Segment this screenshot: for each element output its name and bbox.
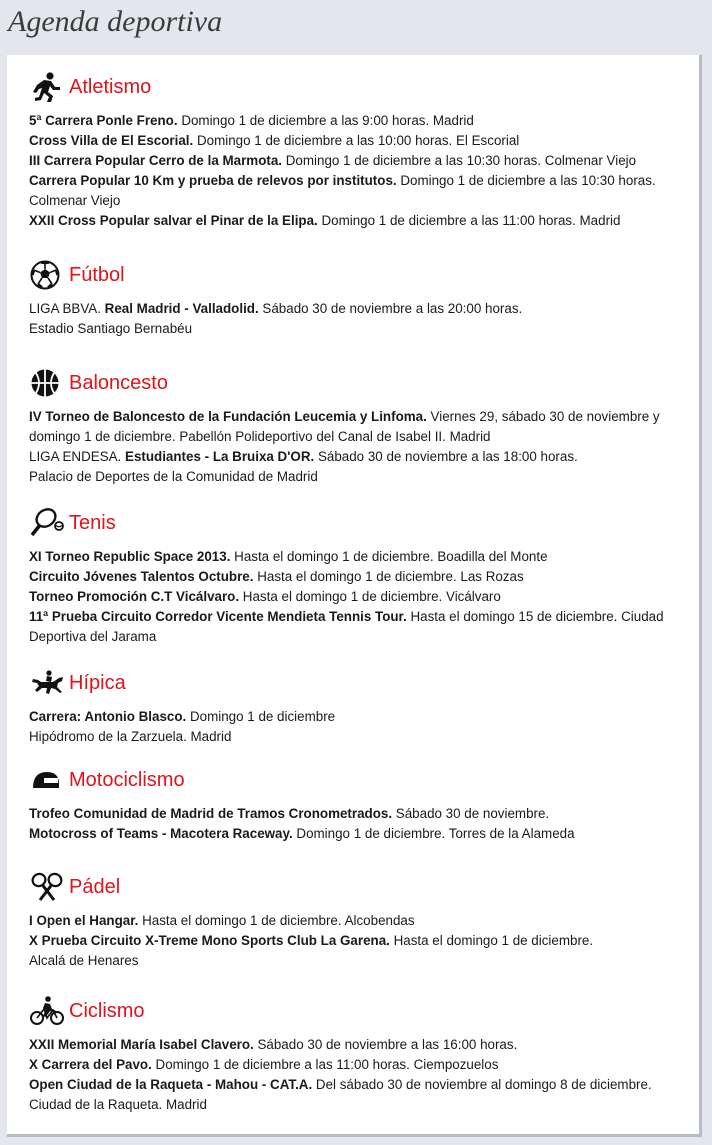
event-item: Cross Villa de El Escorial. Domingo 1 de diciembre a las 10:00 horas. El Escorial xyxy=(29,133,520,148)
horse-rider-icon xyxy=(29,667,65,699)
section-title: Tenis xyxy=(69,512,116,534)
section-title: Ciclismo xyxy=(69,1000,145,1022)
section-title: Motociclismo xyxy=(69,769,185,791)
event-item: Carrera Popular 10 Km y prueba de relevos por institutos. Domingo 1 de diciembre a las 10:30 horas. Colmenar Viejo xyxy=(29,173,656,208)
section-motociclismo xyxy=(29,762,679,844)
event-item: Torneo Promoción C.T Vicálvaro. Hasta el domingo 1 de diciembre. Vicálvaro xyxy=(29,589,501,604)
event-item: XI Torneo Republic Space 2013. Hasta el domingo 1 de diciembre. Boadilla del Monte xyxy=(29,549,548,564)
event-item: Open Ciudad de la Raqueta - Mahou - CAT.A. Del sábado 30 de noviembre al domingo 8 de diciembre. Ciudad de la Raqueta. Madrid xyxy=(29,1077,652,1112)
event-item: XXII Memorial María Isabel Clavero. Sábado 30 de noviembre a las 16:00 horas. xyxy=(29,1037,518,1052)
basketball-icon xyxy=(29,367,65,399)
event-item: LIGA BBVA. Real Madrid - Valladolid. Sábado 30 de noviembre a las 20:00 horas. Estadio Santiago Bernabéu xyxy=(29,301,523,336)
tennis-racket-icon xyxy=(29,507,65,539)
event-item: Motocross of Teams - Macotera Raceway. Domingo 1 de diciembre. Torres de la Alameda xyxy=(29,826,575,841)
event-item: I Open el Hangar. Hasta el domingo 1 de diciembre. Alcobendas xyxy=(29,913,415,928)
helmet-icon xyxy=(29,764,65,796)
event-item: IV Torneo de Baloncesto de la Fundación Leucemia y Linfoma. Viernes 29, sábado 30 de noviembre y domingo 1 de diciembre. Pabellón Polideportivo del Canal de Isabel II. Madrid xyxy=(29,409,660,444)
event-item: Trofeo Comunidad de Madrid de Tramos Cronometrados. Sábado 30 de noviembre. xyxy=(29,806,550,821)
runner-icon xyxy=(29,71,65,103)
cyclist-icon xyxy=(29,995,65,1027)
event-item: 5ª Carrera Ponle Freno. Domingo 1 de diciembre a las 9:00 horas. Madrid xyxy=(29,113,474,128)
section-title: Baloncesto xyxy=(69,372,168,394)
event-item: XXII Cross Popular salvar el Pinar de la Elipa. Domingo 1 de diciembre a las 11:00 horas. Madrid xyxy=(29,213,621,228)
page-title: Agenda deportiva xyxy=(8,5,223,38)
section-title: Fútbol xyxy=(69,264,125,286)
event-item: X Carrera del Pavo. Domingo 1 de diciembre a las 11:00 horas. Ciempozuelos xyxy=(29,1057,499,1072)
padel-rackets-icon xyxy=(29,871,65,903)
section-ciclismo xyxy=(29,993,679,1115)
event-item: Carrera: Antonio Blasco. Domingo 1 de diciembre Hipódromo de la Zarzuela. Madrid xyxy=(29,709,336,744)
event-item: X Prueba Circuito X-Treme Mono Sports Club La Garena. Hasta el domingo 1 de diciembre. Alcalá de Henares xyxy=(29,933,594,968)
event-item: Circuito Jóvenes Talentos Octubre. Hasta el domingo 1 de diciembre. Las Rozas xyxy=(29,569,524,584)
event-item: 11ª Prueba Circuito Corredor Vicente Mendieta Tennis Tour. Hasta el domingo 15 de diciembre. Ciudad Deportiva del Jarama xyxy=(29,609,664,644)
section-hipica xyxy=(29,665,679,747)
section-title: Pádel xyxy=(69,876,121,898)
section-atletismo xyxy=(29,69,679,231)
section-title: Atletismo xyxy=(69,76,152,98)
section-futbol xyxy=(29,257,679,339)
section-padel xyxy=(29,869,679,971)
section-tenis xyxy=(29,505,679,647)
section-baloncesto xyxy=(29,365,679,487)
event-item: LIGA ENDESA. Estudiantes - La Bruixa D'OR. Sábado 30 de noviembre a las 18:00 horas. Palacio de Deportes de la Comunidad de Madrid xyxy=(29,449,578,484)
soccer-ball-icon xyxy=(29,259,65,291)
event-item: III Carrera Popular Cerro de la Marmota. Domingo 1 de diciembre a las 10:30 horas. Colmenar Viejo xyxy=(29,153,637,168)
agenda-panel xyxy=(7,55,702,1137)
section-title: Hípica xyxy=(69,672,126,694)
